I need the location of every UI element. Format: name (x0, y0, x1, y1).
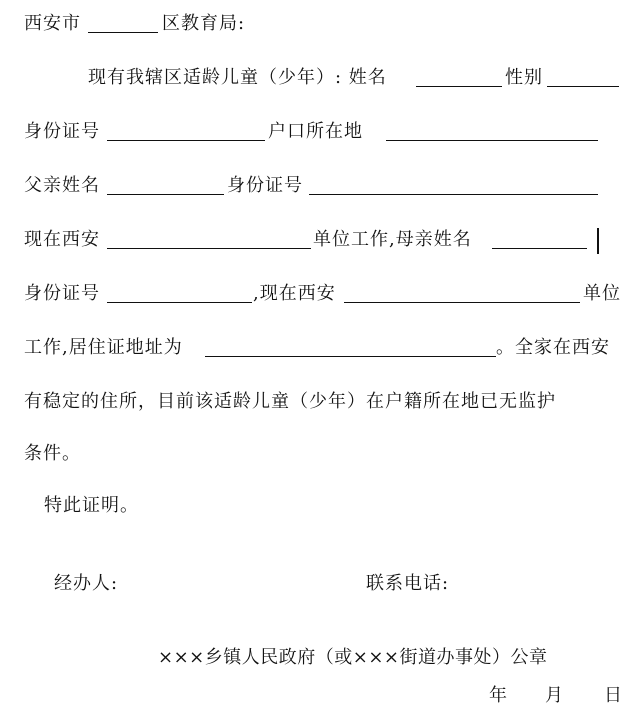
stamp-text: ×××乡镇人民政府（或×××街道办事处）公章 (158, 647, 548, 668)
child-id-blank[interactable] (107, 140, 265, 141)
father-name-label: 父亲姓名 (24, 175, 100, 196)
date-year: 年 (489, 685, 508, 706)
gender-label: 性别 (505, 67, 543, 88)
father-id-label: 身份证号 (227, 175, 303, 196)
phone-label: 联系电话: (366, 573, 450, 594)
mother-unit-blank[interactable] (344, 302, 580, 303)
residence-address-blank[interactable] (205, 356, 496, 357)
child-id-label: 身份证号 (24, 121, 100, 142)
body-text: 条件。 (24, 443, 81, 464)
mother-name-blank[interactable] (492, 248, 587, 249)
body-text: 有稳定的住所，目前该适龄儿童（少年）在户籍所在地已无监护 (24, 391, 556, 412)
mother-unit-label: 单位 (583, 283, 621, 304)
date-month: 月 (545, 685, 564, 706)
father-location-label: 现在西安 (24, 229, 100, 250)
father-unit-blank[interactable] (107, 248, 311, 249)
addressee-city: 西安市 (24, 13, 81, 34)
residence-suffix: 。全家在西安 (496, 337, 610, 358)
hukou-label: 户口所在地 (268, 121, 363, 142)
text-cursor (597, 228, 599, 254)
gender-blank[interactable] (547, 86, 619, 87)
residence-prefix: 工作,居住证地址为 (24, 337, 183, 358)
closing-text: 特此证明。 (44, 495, 139, 516)
child-name-blank[interactable] (416, 86, 502, 87)
date-day: 日 (604, 685, 623, 706)
hukou-blank[interactable] (386, 140, 598, 141)
handler-label: 经办人: (54, 573, 119, 594)
intro-text: 现有我辖区适龄儿童（少年）: 姓名 (88, 67, 387, 88)
father-name-blank[interactable] (107, 194, 224, 195)
mother-name-label: 单位工作,母亲姓名 (313, 229, 472, 250)
father-id-blank[interactable] (309, 194, 598, 195)
mother-id-label: 身份证号 (24, 283, 100, 304)
addressee-office: 区教育局: (162, 13, 246, 34)
mother-id-blank[interactable] (107, 302, 252, 303)
district-blank[interactable] (88, 32, 158, 33)
mother-location-label: ,现在西安 (253, 283, 336, 304)
